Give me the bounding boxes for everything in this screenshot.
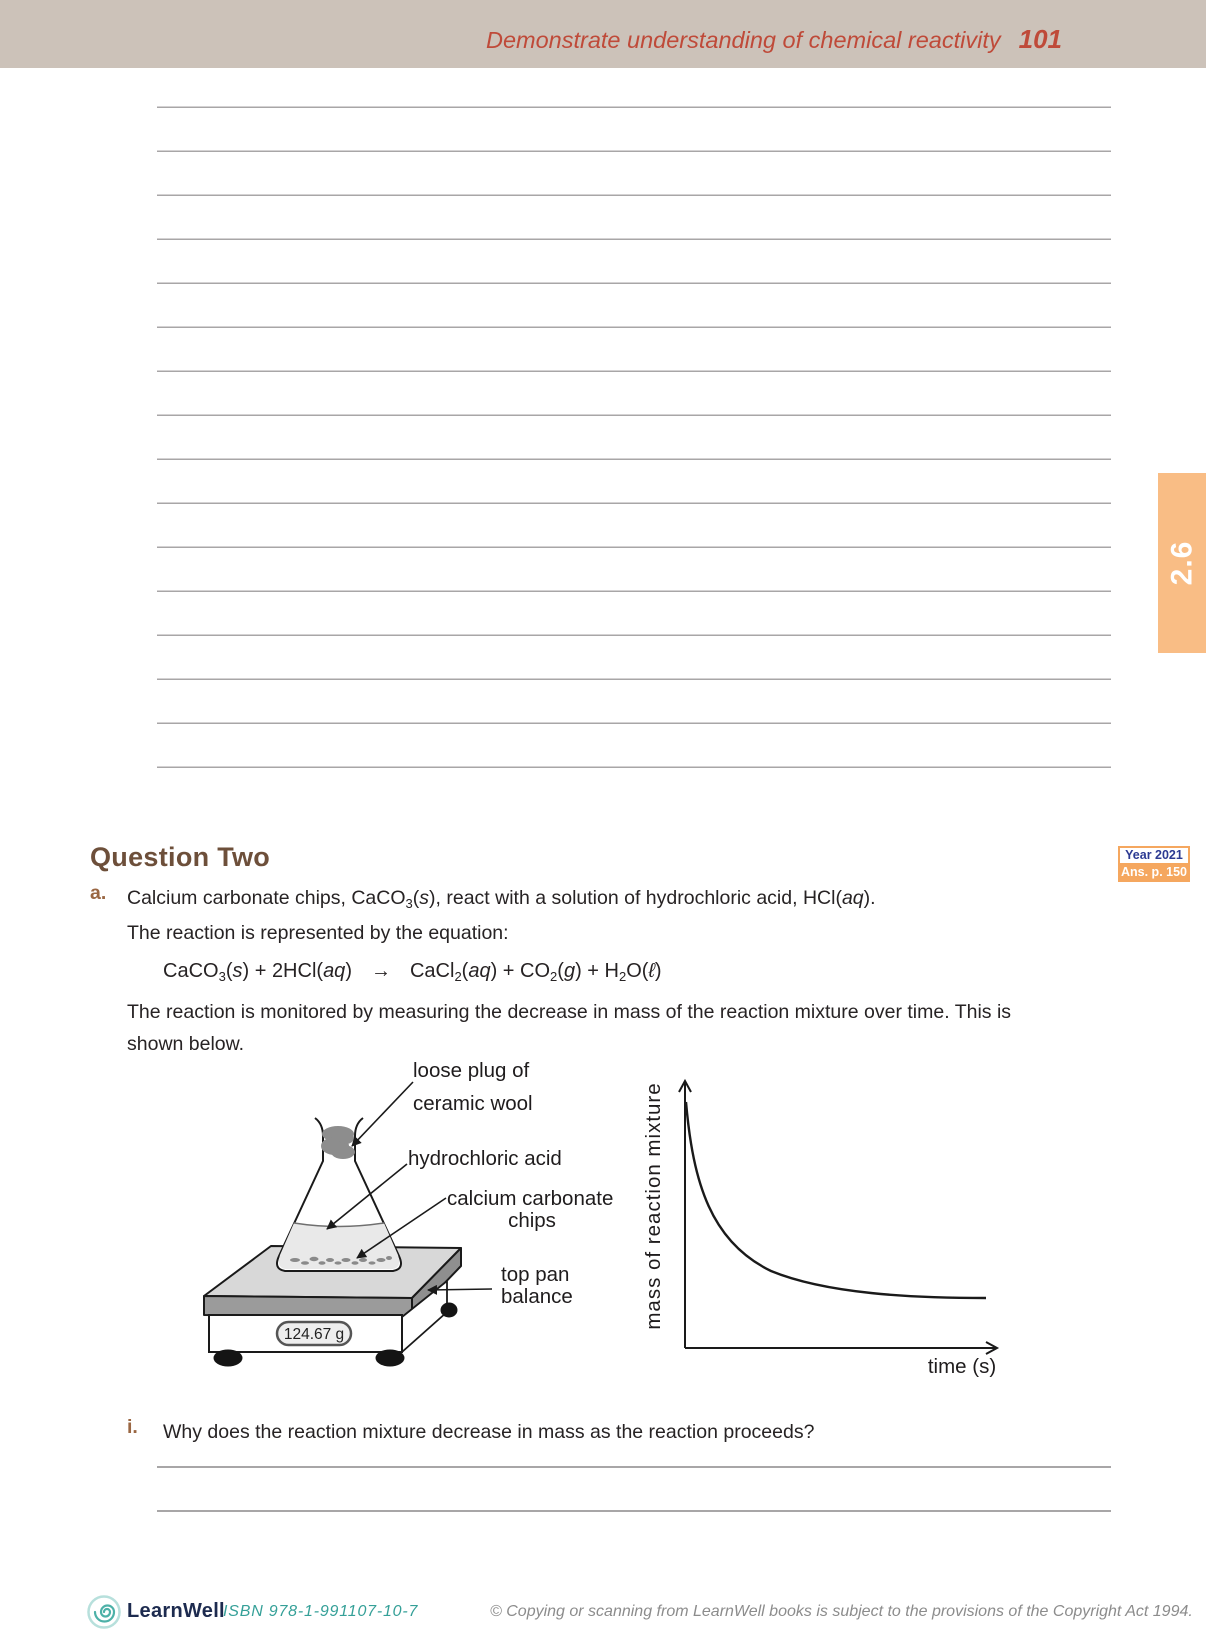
question-heading: Question Two <box>90 842 271 872</box>
balance-left-foot <box>214 1350 243 1367</box>
part-a-intro: Calcium carbonate chips, CaCO$_3$(s), react with a solution of hydrochloric acid, HCl(aq). <box>127 887 876 911</box>
year-badge: Year 2021 <box>1118 846 1190 865</box>
graph-x-label: time (s) <box>927 1355 997 1378</box>
label-chips-line1: calcium carbonate <box>447 1187 614 1210</box>
graph-y-label: mass of reaction mixture <box>642 1082 665 1330</box>
answer-lines-block <box>157 64 1111 769</box>
brand-name: LearnWell <box>127 1600 225 1622</box>
year-answer-badge <box>1118 846 1190 882</box>
page-number: 101 <box>1018 24 1062 54</box>
chapter-side-tab-label: 2.6 <box>1165 540 1198 586</box>
answer-page-badge: Ans. p. 150 <box>1118 865 1190 882</box>
part-a-marker: a. <box>90 882 107 904</box>
balance-rear-foot <box>441 1303 458 1318</box>
label-acid: hydrochloric acid <box>408 1147 562 1170</box>
answer-line <box>157 1466 1111 1468</box>
page-header <box>0 0 1206 68</box>
answer-line <box>157 1510 1111 1512</box>
label-chips-line2: chips <box>508 1209 556 1232</box>
copyright-text: © Copying or scanning from LearnWell books is subject to the provisions of the Copyright Act 1994. <box>490 1603 1193 1620</box>
chemical-equation: CaCO$_3$(s) + 2HCl(aq) → CaCl$_2$(aq) + $CO_2(g)$ + $H_2O(\ell)$ <box>163 960 662 984</box>
arrow-to-balance <box>428 1289 492 1290</box>
achievement-standard-title: Demonstrate understanding of chemical reactivity <box>485 27 1001 53</box>
mass-decay-curve <box>686 1102 986 1298</box>
balance-reading: 124.67 g <box>283 1326 345 1343</box>
isbn-text: ISBN 978-1-991107-10-7 <box>223 1603 419 1620</box>
mass-time-graph <box>642 1081 997 1378</box>
equation-lead: The reaction is represented by the equation: <box>127 922 509 944</box>
monitor-text: The reaction is monitored by measuring the decrease in mass of the reaction mixture over time. This is shown below. <box>127 1001 1012 1055</box>
figure-apparatus-and-graph <box>150 1040 1050 1390</box>
learnwell-logo-icon <box>85 1593 125 1633</box>
balance-pan-front-edge <box>204 1296 412 1317</box>
balance-right-foot <box>376 1350 405 1367</box>
sub-question-i-marker: i. <box>127 1416 138 1438</box>
label-balance-line1: top pan <box>501 1263 570 1286</box>
chapter-side-tab <box>1158 473 1206 653</box>
sub-question-i-text: Why does the reaction mixture decrease in mass as the reaction proceeds? <box>163 1421 815 1443</box>
label-plug-line2: ceramic wool <box>413 1092 533 1115</box>
header-inner <box>486 0 1062 68</box>
label-plug-line1: loose plug of <box>413 1059 530 1082</box>
label-balance-line2: balance <box>501 1285 573 1308</box>
arrow-to-wool <box>352 1082 413 1146</box>
conical-flask <box>277 1118 401 1271</box>
